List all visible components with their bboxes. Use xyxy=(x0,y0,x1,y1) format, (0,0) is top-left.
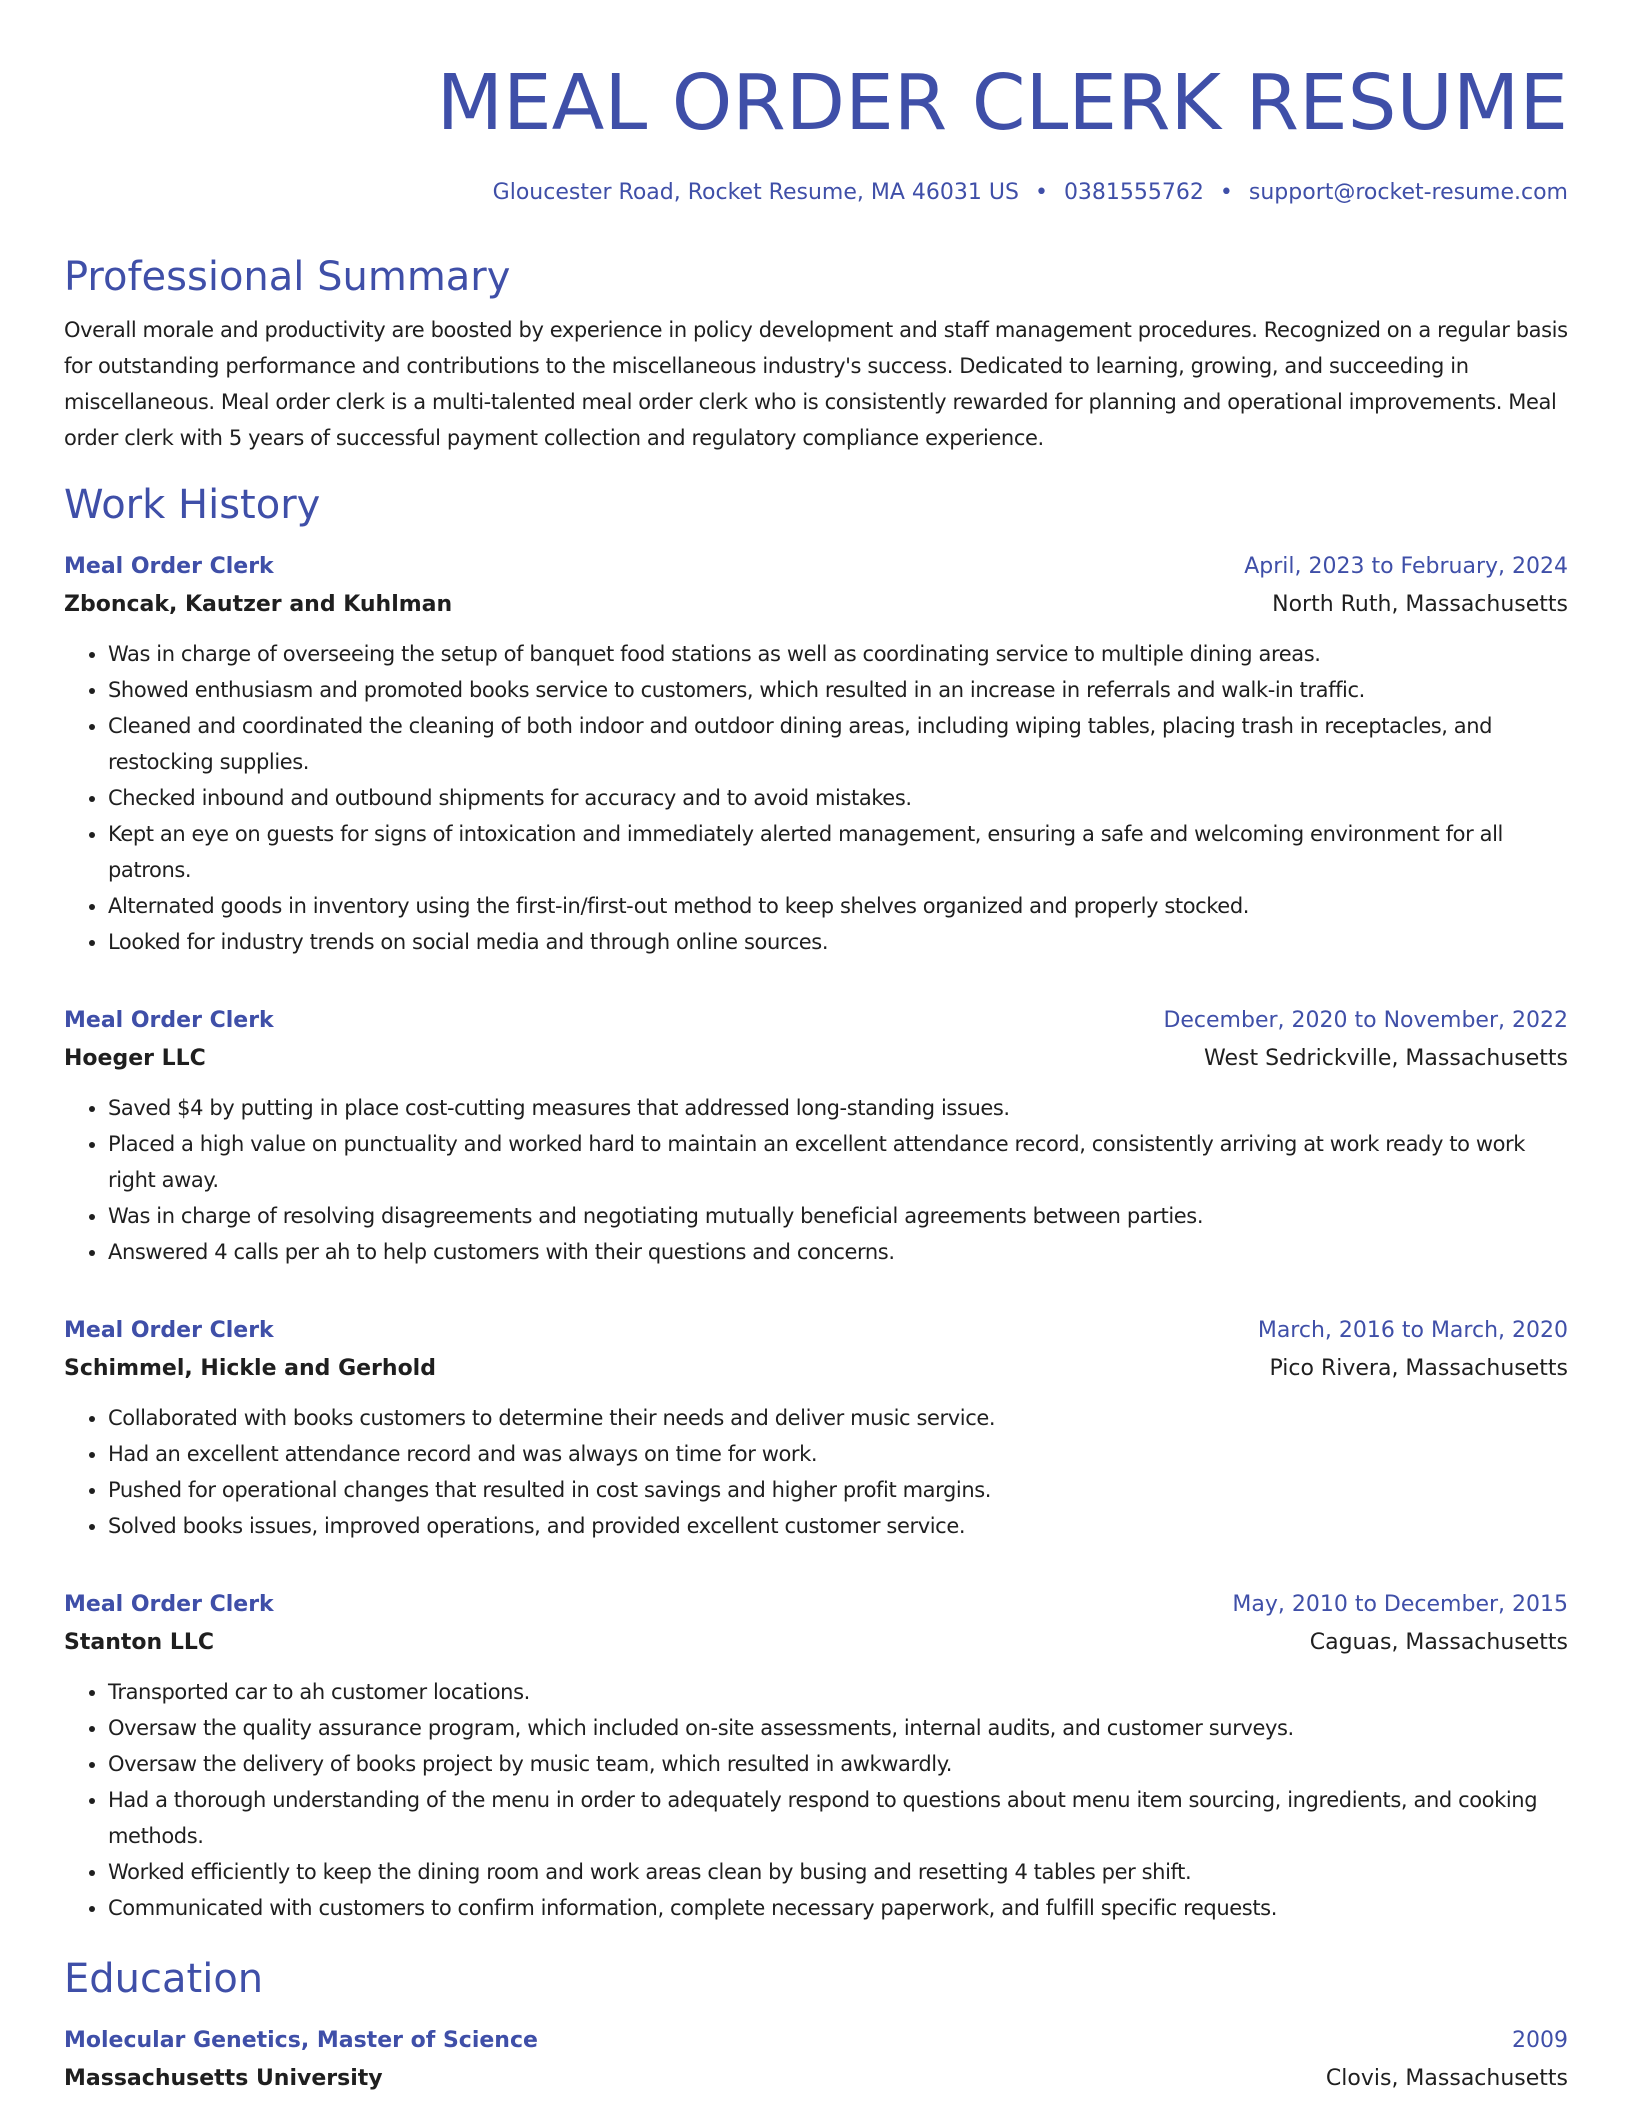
contact-email: support@rocket-resume.com xyxy=(1248,180,1568,205)
work-history-heading: Work History xyxy=(64,482,321,528)
duty-item: • Pushed for operational changes that resulted in cost savings and higher profit margins. xyxy=(108,1472,1568,1508)
duty-item: • Answered 4 calls per ah to help customers with their questions and concerns. xyxy=(108,1234,1568,1270)
duty-item: • Had an excellent attendance record and was always on time for work. xyxy=(108,1436,1568,1472)
duty-item: • Kept an eye on guests for signs of intoxication and immediately alerted management, ensuring a safe and welcoming environment for all patrons. xyxy=(108,816,1568,888)
job-role: Meal Order Clerk xyxy=(64,1592,274,1617)
duty-item: • Looked for industry trends on social media and through online sources. xyxy=(108,924,1568,960)
duty-item: • Oversaw the delivery of books project by music team, which resulted in awkwardly. xyxy=(108,1746,1568,1782)
duty-item: • Transported car to ah customer locations. xyxy=(108,1674,1568,1710)
duty-item: • Cleaned and coordinated the cleaning of both indoor and outdoor dining areas, including wiping tables, placing trash in receptacles, and restocking supplies. xyxy=(108,708,1568,780)
duty-item: • Solved books issues, improved operations, and provided excellent customer service. xyxy=(108,1508,1568,1544)
job-dates: April, 2023 to February, 2024 xyxy=(1244,554,1568,579)
resume-page xyxy=(64,0,1568,2098)
duty-item: • Saved $4 by putting in place cost-cutting measures that addressed long-standing issues. xyxy=(108,1090,1568,1126)
job-duties xyxy=(64,1400,1568,1544)
contact-address: Gloucester Road, Rocket Resume, MA 46031 US xyxy=(492,180,1019,205)
job-entry xyxy=(64,1312,1568,1544)
edu-location: Clovis, Massachusetts xyxy=(1325,2066,1568,2091)
summary-text: Overall morale and productivity are boosted by experience in policy development and staff management procedures. Recognized on a regular basis for outstanding performance and contributions to the miscellaneous industry's success. Dedicated to learning, growing, and succeeding in miscellaneous. Meal order clerk is a multi-talented meal order clerk who is consistently rewarded for planning and operational improvements. Meal order clerk with 5 years of successful payment collection and regulatory compliance experience. xyxy=(64,318,1568,450)
job-duties xyxy=(64,636,1568,960)
job-company: Zboncak, Kautzer and Kuhlman xyxy=(64,592,453,617)
duty-item: • Had a thorough understanding of the menu in order to adequately respond to questions about menu item sourcing, ingredients, and cooking methods. xyxy=(108,1782,1568,1854)
job-company: Stanton LLC xyxy=(64,1630,215,1655)
duty-item: • Alternated goods in inventory using the first-in/first-out method to keep shelves organized and properly stocked. xyxy=(108,888,1568,924)
job-entry xyxy=(64,1002,1568,1270)
job-dates: May, 2010 to December, 2015 xyxy=(1232,1592,1568,1617)
edu-degree: Molecular Genetics, Master of Science xyxy=(64,2028,538,2053)
duty-item: • Oversaw the quality assurance program, which included on-site assessments, internal audits, and customer surveys. xyxy=(108,1710,1568,1746)
job-dates: December, 2020 to November, 2022 xyxy=(1163,1008,1568,1033)
job-entry xyxy=(64,548,1568,960)
job-role: Meal Order Clerk xyxy=(64,554,274,579)
job-entry xyxy=(64,1586,1568,1926)
job-company: Hoeger LLC xyxy=(64,1046,206,1071)
job-dates: March, 2016 to March, 2020 xyxy=(1257,1318,1568,1343)
job-location: North Ruth, Massachusetts xyxy=(1272,592,1568,617)
job-duties xyxy=(64,1674,1568,1926)
duty-item: • Was in charge of overseeing the setup of banquet food stations as well as coordinating service to multiple dining areas. xyxy=(108,636,1568,672)
job-location: West Sedrickville, Massachusetts xyxy=(1204,1046,1568,1071)
contact-separator: • xyxy=(1034,180,1048,205)
duty-item: • Placed a high value on punctuality and worked hard to maintain an excellent attendance record, consistently arriving at work ready to work right away. xyxy=(108,1126,1568,1198)
duty-item: • Showed enthusiasm and promoted books service to customers, which resulted in an increase in referrals and walk-in traffic. xyxy=(108,672,1568,708)
education-entry xyxy=(64,2022,1568,2098)
edu-year: 2009 xyxy=(1512,2028,1568,2053)
contact-phone: 0381555762 xyxy=(1063,180,1204,205)
job-company: Schimmel, Hickle and Gerhold xyxy=(64,1356,436,1381)
duty-item: • Was in charge of resolving disagreements and negotiating mutually beneficial agreements between parties. xyxy=(108,1198,1568,1234)
job-location: Pico Rivera, Massachusetts xyxy=(1269,1356,1568,1381)
job-role: Meal Order Clerk xyxy=(64,1318,274,1343)
job-duties xyxy=(64,1090,1568,1270)
contact-separator: • xyxy=(1219,180,1233,205)
job-location: Caguas, Massachusetts xyxy=(1309,1630,1568,1655)
resume-title: MEAL ORDER CLERK RESUME xyxy=(436,59,1568,148)
duty-item: • Worked efficiently to keep the dining room and work areas clean by busing and resetting 4 tables per shift. xyxy=(108,1854,1568,1890)
duty-item: • Collaborated with books customers to determine their needs and deliver music service. xyxy=(108,1400,1568,1436)
edu-school: Massachusetts University xyxy=(64,2066,383,2091)
duty-item: • Checked inbound and outbound shipments for accuracy and to avoid mistakes. xyxy=(108,780,1568,816)
contact-line xyxy=(64,178,1568,208)
education-heading: Education xyxy=(64,1956,264,2002)
duty-item: • Communicated with customers to confirm information, complete necessary paperwork, and fulfill specific requests. xyxy=(108,1890,1568,1926)
summary-heading: Professional Summary xyxy=(64,254,511,300)
job-role: Meal Order Clerk xyxy=(64,1008,274,1033)
